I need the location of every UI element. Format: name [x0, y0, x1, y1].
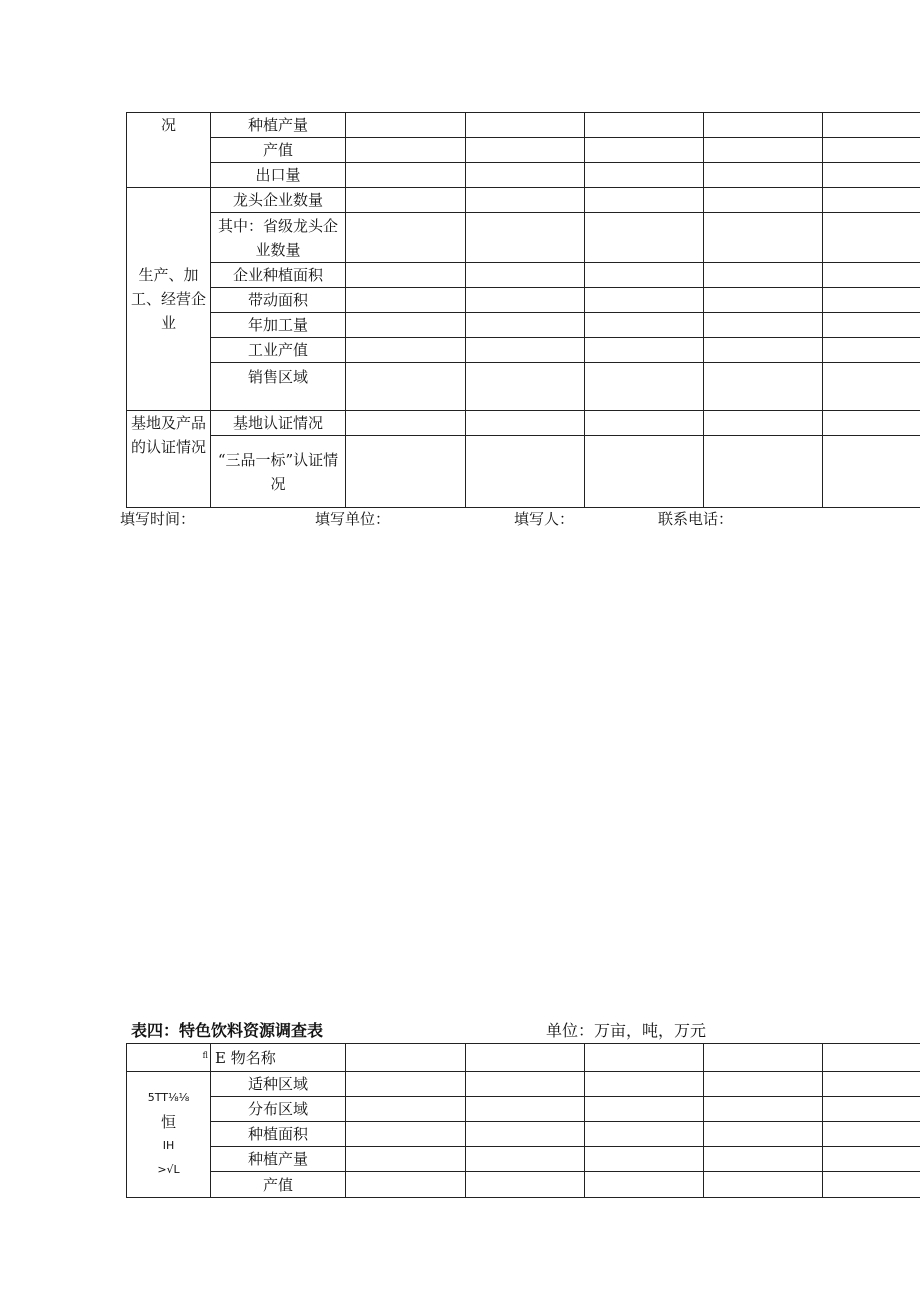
- cell[interactable]: [704, 138, 823, 163]
- cell[interactable]: [823, 411, 920, 436]
- cell[interactable]: [346, 436, 466, 508]
- row-label-enterprise-area: 企业种植面积: [211, 263, 346, 288]
- cell[interactable]: [466, 1147, 585, 1172]
- cell[interactable]: [704, 288, 823, 313]
- group-label-garbled: [127, 1072, 211, 1198]
- row-label-leading-enterprises: 龙头企业数量: [211, 188, 346, 213]
- cell[interactable]: [704, 1097, 823, 1122]
- cell[interactable]: [466, 1097, 585, 1122]
- cell[interactable]: [585, 138, 704, 163]
- cell[interactable]: [585, 163, 704, 188]
- cell[interactable]: [346, 213, 466, 263]
- cell[interactable]: [704, 263, 823, 288]
- row-label-planting-yield: 种植产量: [211, 113, 346, 138]
- fill-person-label: 填写人：: [514, 510, 575, 528]
- cell[interactable]: [704, 163, 823, 188]
- cell[interactable]: [466, 1044, 585, 1072]
- cell[interactable]: [346, 1072, 466, 1097]
- cell[interactable]: [346, 163, 466, 188]
- row-label-three-products-certification: “三品一标”认证情况: [211, 436, 346, 508]
- table4-unit: 单位：万亩，吨，万元: [546, 1021, 707, 1040]
- cell[interactable]: [704, 313, 823, 338]
- row-label-export-volume: 出口量: [211, 163, 346, 188]
- cell[interactable]: [704, 188, 823, 213]
- cell[interactable]: [346, 1097, 466, 1122]
- cell[interactable]: [585, 113, 704, 138]
- form-footer: [120, 508, 840, 532]
- cell[interactable]: [466, 163, 585, 188]
- garbled-line-3: IH: [162, 1139, 175, 1152]
- cell[interactable]: [585, 1072, 704, 1097]
- cell[interactable]: [466, 213, 585, 263]
- cell[interactable]: [346, 188, 466, 213]
- cell[interactable]: [585, 188, 704, 213]
- cell[interactable]: [704, 1122, 823, 1147]
- cell[interactable]: [585, 338, 704, 363]
- row-label-planting-area: 种植面积: [211, 1122, 346, 1147]
- cell[interactable]: [823, 338, 920, 363]
- row-label-output-value: 产值: [211, 1172, 346, 1198]
- cell[interactable]: [704, 1044, 823, 1072]
- cell[interactable]: [466, 411, 585, 436]
- cell[interactable]: [823, 263, 920, 288]
- cell[interactable]: [823, 163, 920, 188]
- cell[interactable]: [585, 213, 704, 263]
- group-label-certification: 基地及产品的认证情况: [127, 411, 211, 508]
- header-corner: [127, 1044, 211, 1072]
- cell[interactable]: [823, 436, 920, 508]
- row-label-distribution-region: 分布区域: [211, 1097, 346, 1122]
- cell[interactable]: [823, 313, 920, 338]
- cell[interactable]: [466, 436, 585, 508]
- cell[interactable]: [585, 1147, 704, 1172]
- cell[interactable]: [585, 411, 704, 436]
- cell[interactable]: [585, 363, 704, 411]
- cell[interactable]: [585, 1097, 704, 1122]
- cell[interactable]: [823, 1147, 920, 1172]
- cell[interactable]: [466, 1072, 585, 1097]
- cell[interactable]: [466, 138, 585, 163]
- cell[interactable]: [704, 113, 823, 138]
- cell[interactable]: [704, 411, 823, 436]
- contact-phone-label: 联系电话：: [658, 510, 734, 528]
- fill-unit-label: 填写单位：: [315, 510, 391, 528]
- cell[interactable]: [466, 1172, 585, 1198]
- cell[interactable]: [346, 338, 466, 363]
- row-label-output-value: 产值: [211, 138, 346, 163]
- cell[interactable]: [823, 213, 920, 263]
- cell[interactable]: [704, 1172, 823, 1198]
- cell[interactable]: [346, 113, 466, 138]
- cell[interactable]: [585, 263, 704, 288]
- cell[interactable]: [346, 1172, 466, 1198]
- cell[interactable]: [346, 313, 466, 338]
- cell[interactable]: [466, 188, 585, 213]
- cell[interactable]: [704, 436, 823, 508]
- cell[interactable]: [585, 1044, 704, 1072]
- cell[interactable]: [346, 1044, 466, 1072]
- row-label-annual-processing: 年加工量: [211, 313, 346, 338]
- cell[interactable]: [346, 1122, 466, 1147]
- cell[interactable]: [823, 1044, 920, 1072]
- garbled-line-4: >√L: [157, 1163, 180, 1176]
- group-label-kuang: 况: [127, 113, 211, 188]
- cell[interactable]: [704, 213, 823, 263]
- cell[interactable]: [823, 363, 920, 411]
- cell[interactable]: [823, 1072, 920, 1097]
- cell[interactable]: [346, 363, 466, 411]
- cell[interactable]: [346, 263, 466, 288]
- cell[interactable]: [823, 188, 920, 213]
- row-label-provincial-leading: 其中：省级龙头企业数量: [211, 213, 346, 263]
- cell[interactable]: [823, 1172, 920, 1198]
- cell[interactable]: [585, 1172, 704, 1198]
- cell[interactable]: [823, 138, 920, 163]
- cell[interactable]: [585, 1122, 704, 1147]
- beverage-resource-survey-table: [126, 1043, 920, 1198]
- cell[interactable]: [466, 113, 585, 138]
- cell[interactable]: [346, 1147, 466, 1172]
- row-label-base-certification: 基地认证情况: [211, 411, 346, 436]
- cell[interactable]: [585, 288, 704, 313]
- cell[interactable]: [466, 338, 585, 363]
- header-crop-name: E 物名称: [211, 1044, 346, 1072]
- cell[interactable]: [704, 1147, 823, 1172]
- garbled-line-1: 5TT⅛⅛: [147, 1091, 190, 1104]
- garbled-line-2: 恒: [160, 1113, 176, 1131]
- cell[interactable]: [466, 313, 585, 338]
- row-label-industrial-output: 工业产值: [211, 338, 346, 363]
- crop-survey-table-continued: [126, 112, 920, 508]
- cell[interactable]: [704, 363, 823, 411]
- table4-title: 表四：特色饮料资源调查表: [131, 1021, 324, 1040]
- cell[interactable]: [823, 1097, 920, 1122]
- cell[interactable]: [585, 313, 704, 338]
- cell[interactable]: [585, 436, 704, 508]
- group-label-sales-region: 销售区域: [211, 363, 346, 411]
- row-label-suitable-region: 适种区域: [211, 1072, 346, 1097]
- cell[interactable]: [346, 411, 466, 436]
- fill-time-label: 填写时间：: [120, 510, 196, 528]
- row-label-planting-yield: 种植产量: [211, 1147, 346, 1172]
- cell[interactable]: [466, 363, 585, 411]
- cell[interactable]: [346, 138, 466, 163]
- cell[interactable]: [704, 1072, 823, 1097]
- cell[interactable]: [346, 288, 466, 313]
- cell[interactable]: [466, 1122, 585, 1147]
- row-label-driven-area: 带动面积: [211, 288, 346, 313]
- cell[interactable]: [823, 288, 920, 313]
- header-sup-mark: fl: [202, 1051, 208, 1060]
- cell[interactable]: [823, 1122, 920, 1147]
- cell[interactable]: [466, 263, 585, 288]
- cell[interactable]: [823, 113, 920, 138]
- cell[interactable]: [466, 288, 585, 313]
- group-label-enterprises: 生产、加工、经营企业: [127, 188, 211, 411]
- cell[interactable]: [704, 338, 823, 363]
